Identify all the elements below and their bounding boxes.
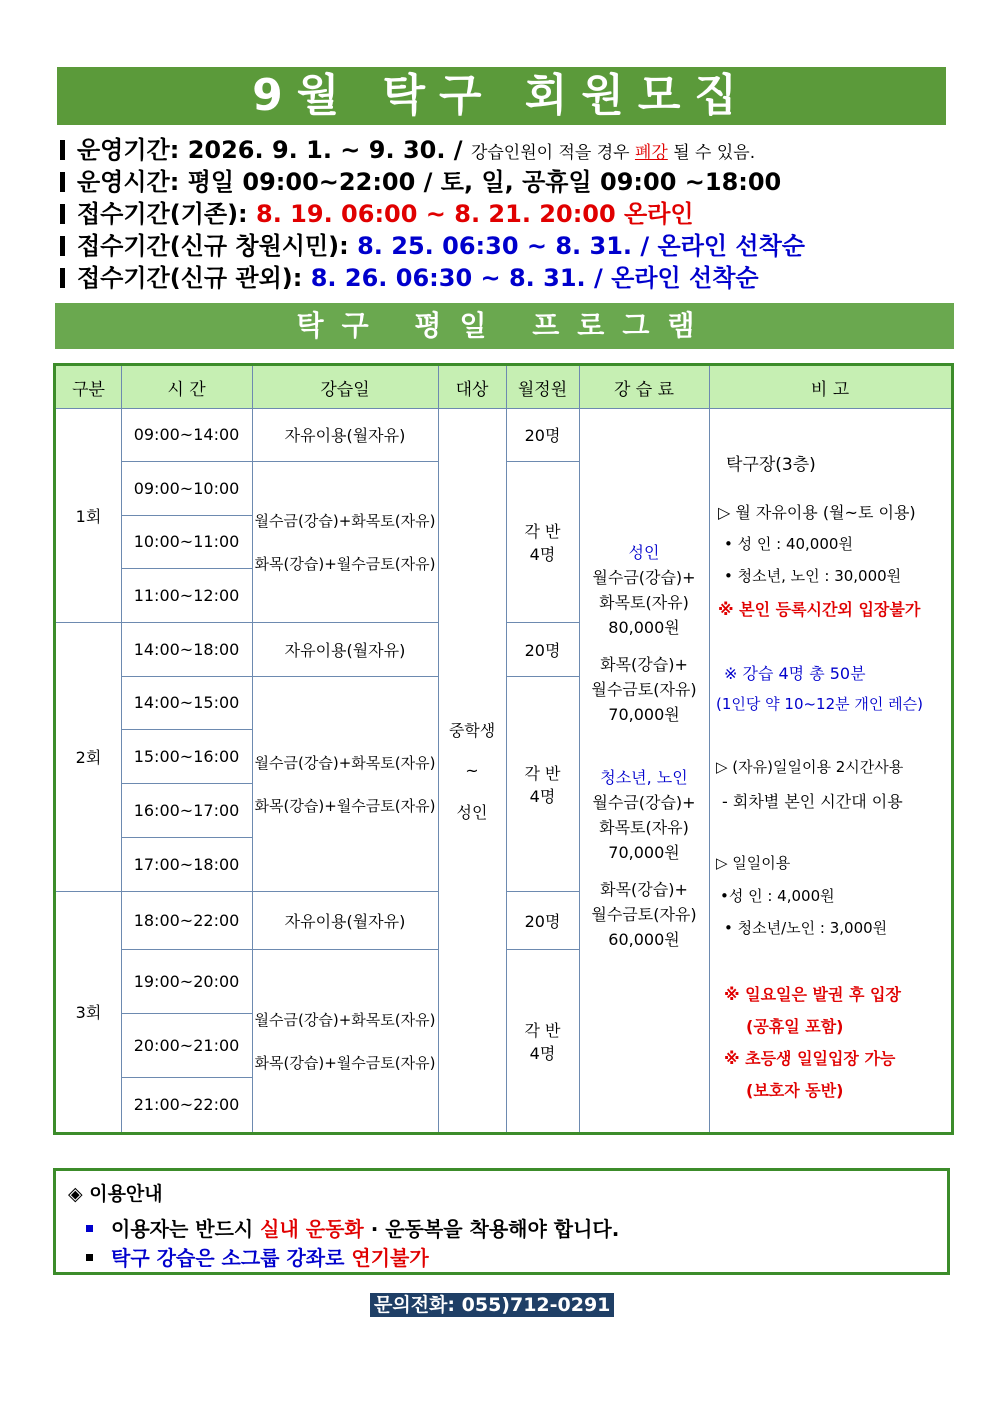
lesson-option-group bbox=[252, 461, 438, 622]
session-1: 1회 bbox=[75, 506, 102, 526]
info-period bbox=[60, 134, 960, 166]
fee-adult-label: 성인 bbox=[628, 543, 660, 562]
fee-youth-option2: 화목(강습)+ bbox=[600, 880, 688, 899]
fee-youth-option1b: 화목토(자유) bbox=[599, 818, 689, 837]
note-adult-price: • 성 인 : 40,000원 bbox=[724, 535, 853, 553]
lesson-option-group bbox=[252, 949, 438, 1132]
square-bullet-icon bbox=[86, 1254, 93, 1261]
fee-adult-option1b: 화목토(자유) bbox=[599, 593, 689, 612]
info-reg-citizen bbox=[60, 230, 960, 262]
fee-youth-option2b: 월수금토(자유) bbox=[591, 905, 697, 924]
info-hours bbox=[60, 166, 960, 198]
square-bullet-icon bbox=[86, 1225, 93, 1232]
info-reg-existing-value: 8. 19. 06:00 ~ 8. 21. 20:00 온라인 bbox=[256, 200, 694, 228]
bar-marker bbox=[60, 172, 65, 192]
note-daily-youth: • 청소년/노인 : 3,000원 bbox=[724, 919, 888, 937]
time-slot: 15:00~16:00 bbox=[133, 746, 240, 766]
time-slot: 10:00~11:00 bbox=[133, 532, 240, 551]
capacity-lesson-label: 각 반 bbox=[524, 763, 561, 783]
fee-adult-option2: 화목(강습)+ bbox=[600, 655, 688, 674]
capacity-free: 20명 bbox=[524, 911, 561, 931]
guide-item-1 bbox=[86, 1213, 619, 1242]
time-slot: 09:00~14:00 bbox=[133, 425, 240, 444]
capacity-lesson-label: 각 반 bbox=[524, 1020, 561, 1040]
capacity-free: 20명 bbox=[524, 640, 561, 660]
time-slot: 19:00~20:00 bbox=[133, 971, 240, 991]
time-slot: 09:00~10:00 bbox=[133, 478, 240, 498]
time-slot: 11:00~12:00 bbox=[133, 585, 240, 605]
capacity-lesson bbox=[506, 676, 579, 891]
bar-marker bbox=[60, 140, 65, 160]
note-venue: 탁구장(3층) bbox=[726, 455, 816, 475]
guide-item-2 bbox=[86, 1242, 429, 1271]
bar-marker bbox=[60, 204, 65, 224]
note-youth-price: • 청소년, 노인 : 30,000원 bbox=[724, 567, 902, 585]
note-sunday: ※ 일요일은 발권 후 입장 bbox=[724, 985, 901, 1004]
info-period-note-end: 될 수 있음. bbox=[667, 143, 756, 163]
target-from: 중학생 bbox=[448, 720, 496, 740]
info-hours-text: 운영시간: 평일 09:00~22:00 / 토, 일, 공휴일 09:00 ~18:00 bbox=[77, 168, 782, 196]
target-to: 성인 bbox=[456, 802, 488, 822]
note-daily-session: - 회차별 본인 시간대 이용 bbox=[722, 792, 903, 811]
time-slot: 14:00~18:00 bbox=[133, 639, 240, 659]
note-holiday: (공휴일 포함) bbox=[746, 1017, 844, 1036]
info-reg-existing bbox=[60, 198, 960, 230]
guide-title: ◈ 이용안내 bbox=[68, 1183, 163, 1205]
header-lesson-days: 강습일 bbox=[252, 366, 438, 408]
capacity-lesson-count: 4명 bbox=[529, 544, 556, 564]
free-use-label: 자유이용(월자유) bbox=[284, 640, 406, 660]
program-title: 탁구 평일 프로그램 bbox=[55, 303, 954, 349]
session-2: 2회 bbox=[75, 748, 102, 767]
time-slot: 17:00~18:00 bbox=[133, 854, 240, 874]
lesson-option-group bbox=[252, 676, 438, 891]
header-remarks: 비 고 bbox=[709, 366, 951, 408]
target-group bbox=[438, 408, 506, 1132]
time-slot: 21:00~22:00 bbox=[133, 1095, 240, 1114]
fee-adult-price1: 80,000원 bbox=[608, 618, 680, 637]
schedule-table bbox=[53, 363, 954, 1135]
free-use-label: 자유이용(월자유) bbox=[284, 911, 406, 931]
lesson-option-b: 화목(강습)+월수금토(자유) bbox=[254, 1053, 436, 1072]
note-elementary: ※ 초등생 일일입장 가능 bbox=[724, 1049, 896, 1068]
capacity-lesson bbox=[506, 461, 579, 622]
info-reg-outside-value: 8. 26. 06:30 ~ 8. 31. / 온라인 선착순 bbox=[310, 264, 759, 292]
info-reg-existing-label: 접수기간(기존): bbox=[77, 200, 256, 228]
info-period-label: 운영기간: 2026. 9. 1. ~ 9. 30. / bbox=[77, 136, 471, 164]
fee-adult-option1: 월수금(강습)+ bbox=[592, 568, 696, 587]
fee-youth-label: 청소년, 노인 bbox=[600, 768, 688, 787]
free-use-label: 자유이용(월자유) bbox=[284, 426, 406, 445]
time-slot: 18:00~22:00 bbox=[133, 910, 240, 930]
note-lesson-length: ※ 강습 4명 총 50분 bbox=[724, 664, 866, 683]
session-3: 3회 bbox=[75, 1003, 102, 1022]
note-daily-use: ▷ 일일이용 bbox=[716, 854, 791, 872]
capacity-lesson bbox=[506, 949, 579, 1132]
guide-item-2-text: 탁구 강습은 소그룹 강좌로 bbox=[111, 1246, 352, 1270]
usage-guide bbox=[53, 1168, 950, 1275]
fee-adult-price2: 70,000원 bbox=[608, 705, 680, 724]
capacity-free: 20명 bbox=[524, 426, 561, 445]
info-period-note: 강습인원이 적을 경우 bbox=[470, 143, 635, 163]
page-title: 9월 탁구 회원모집 bbox=[57, 67, 946, 125]
note-lesson-detail: (1인당 약 10~12분 개인 레슨) bbox=[716, 695, 923, 713]
lesson-option-a: 월수금(강습)+화목토(자유) bbox=[254, 511, 436, 530]
info-block bbox=[60, 134, 960, 294]
info-reg-outside bbox=[60, 262, 960, 294]
target-tilde: ~ bbox=[465, 760, 479, 780]
fee-adult-option2b: 월수금토(자유) bbox=[591, 680, 697, 699]
lesson-option-a: 월수금(강습)+화목토(자유) bbox=[254, 1010, 436, 1029]
header-category: 구분 bbox=[56, 366, 121, 408]
info-reg-outside-label: 접수기간(신규 관외): bbox=[77, 264, 311, 292]
note-monthly-free: ▷ 월 자유이용 (월~토 이용) bbox=[718, 503, 916, 522]
note-guardian: (보호자 동반) bbox=[746, 1081, 844, 1100]
header-target: 대상 bbox=[438, 366, 506, 408]
fee-youth-option1: 월수금(강습)+ bbox=[592, 793, 696, 812]
info-reg-citizen-label: 접수기간(신규 창원시민): bbox=[77, 232, 358, 260]
time-slot: 16:00~17:00 bbox=[133, 800, 240, 820]
guide-item-1-end: · 운동복을 착용해야 합니다. bbox=[363, 1217, 620, 1241]
lesson-option-a: 월수금(강습)+화목토(자유) bbox=[254, 753, 436, 772]
bar-marker bbox=[60, 236, 65, 256]
time-slot: 14:00~15:00 bbox=[133, 693, 240, 712]
fee-column bbox=[579, 408, 709, 1132]
contact-phone: 문의전화: 055)712-0291 bbox=[370, 1293, 614, 1317]
header-fee: 강 습 료 bbox=[579, 366, 709, 408]
fee-youth-price1: 70,000원 bbox=[608, 843, 680, 862]
guide-item-1-highlight: 실내 운동화 bbox=[260, 1217, 364, 1241]
grid-line bbox=[709, 366, 710, 1132]
capacity-lesson-count: 4명 bbox=[529, 1043, 556, 1063]
note-daily-adult: •성 인 : 4,000원 bbox=[720, 887, 835, 905]
capacity-lesson-label: 각 반 bbox=[524, 521, 561, 541]
info-reg-citizen-value: 8. 25. 06:30 ~ 8. 31. / 온라인 선착순 bbox=[357, 232, 805, 260]
time-slot: 20:00~21:00 bbox=[133, 1035, 240, 1055]
capacity-lesson-count: 4명 bbox=[529, 786, 556, 806]
fee-youth-price2: 60,000원 bbox=[608, 930, 680, 949]
lesson-option-b: 화목(강습)+월수금토(자유) bbox=[254, 796, 436, 815]
guide-item-2-highlight: 연기불가 bbox=[351, 1246, 429, 1270]
header-capacity: 월정원 bbox=[506, 366, 579, 408]
bar-marker bbox=[60, 268, 65, 288]
note-entry-warning: ※ 본인 등록시간외 입장불가 bbox=[718, 600, 921, 619]
lesson-option-b: 화목(강습)+월수금토(자유) bbox=[254, 554, 436, 573]
info-cancel-word: 폐강 bbox=[634, 143, 668, 163]
header-time: 시 간 bbox=[121, 366, 252, 408]
guide-item-1-text: 이용자는 반드시 bbox=[111, 1217, 261, 1241]
note-daily-free: ▷ (자유)일일이용 2시간사용 bbox=[716, 758, 904, 776]
